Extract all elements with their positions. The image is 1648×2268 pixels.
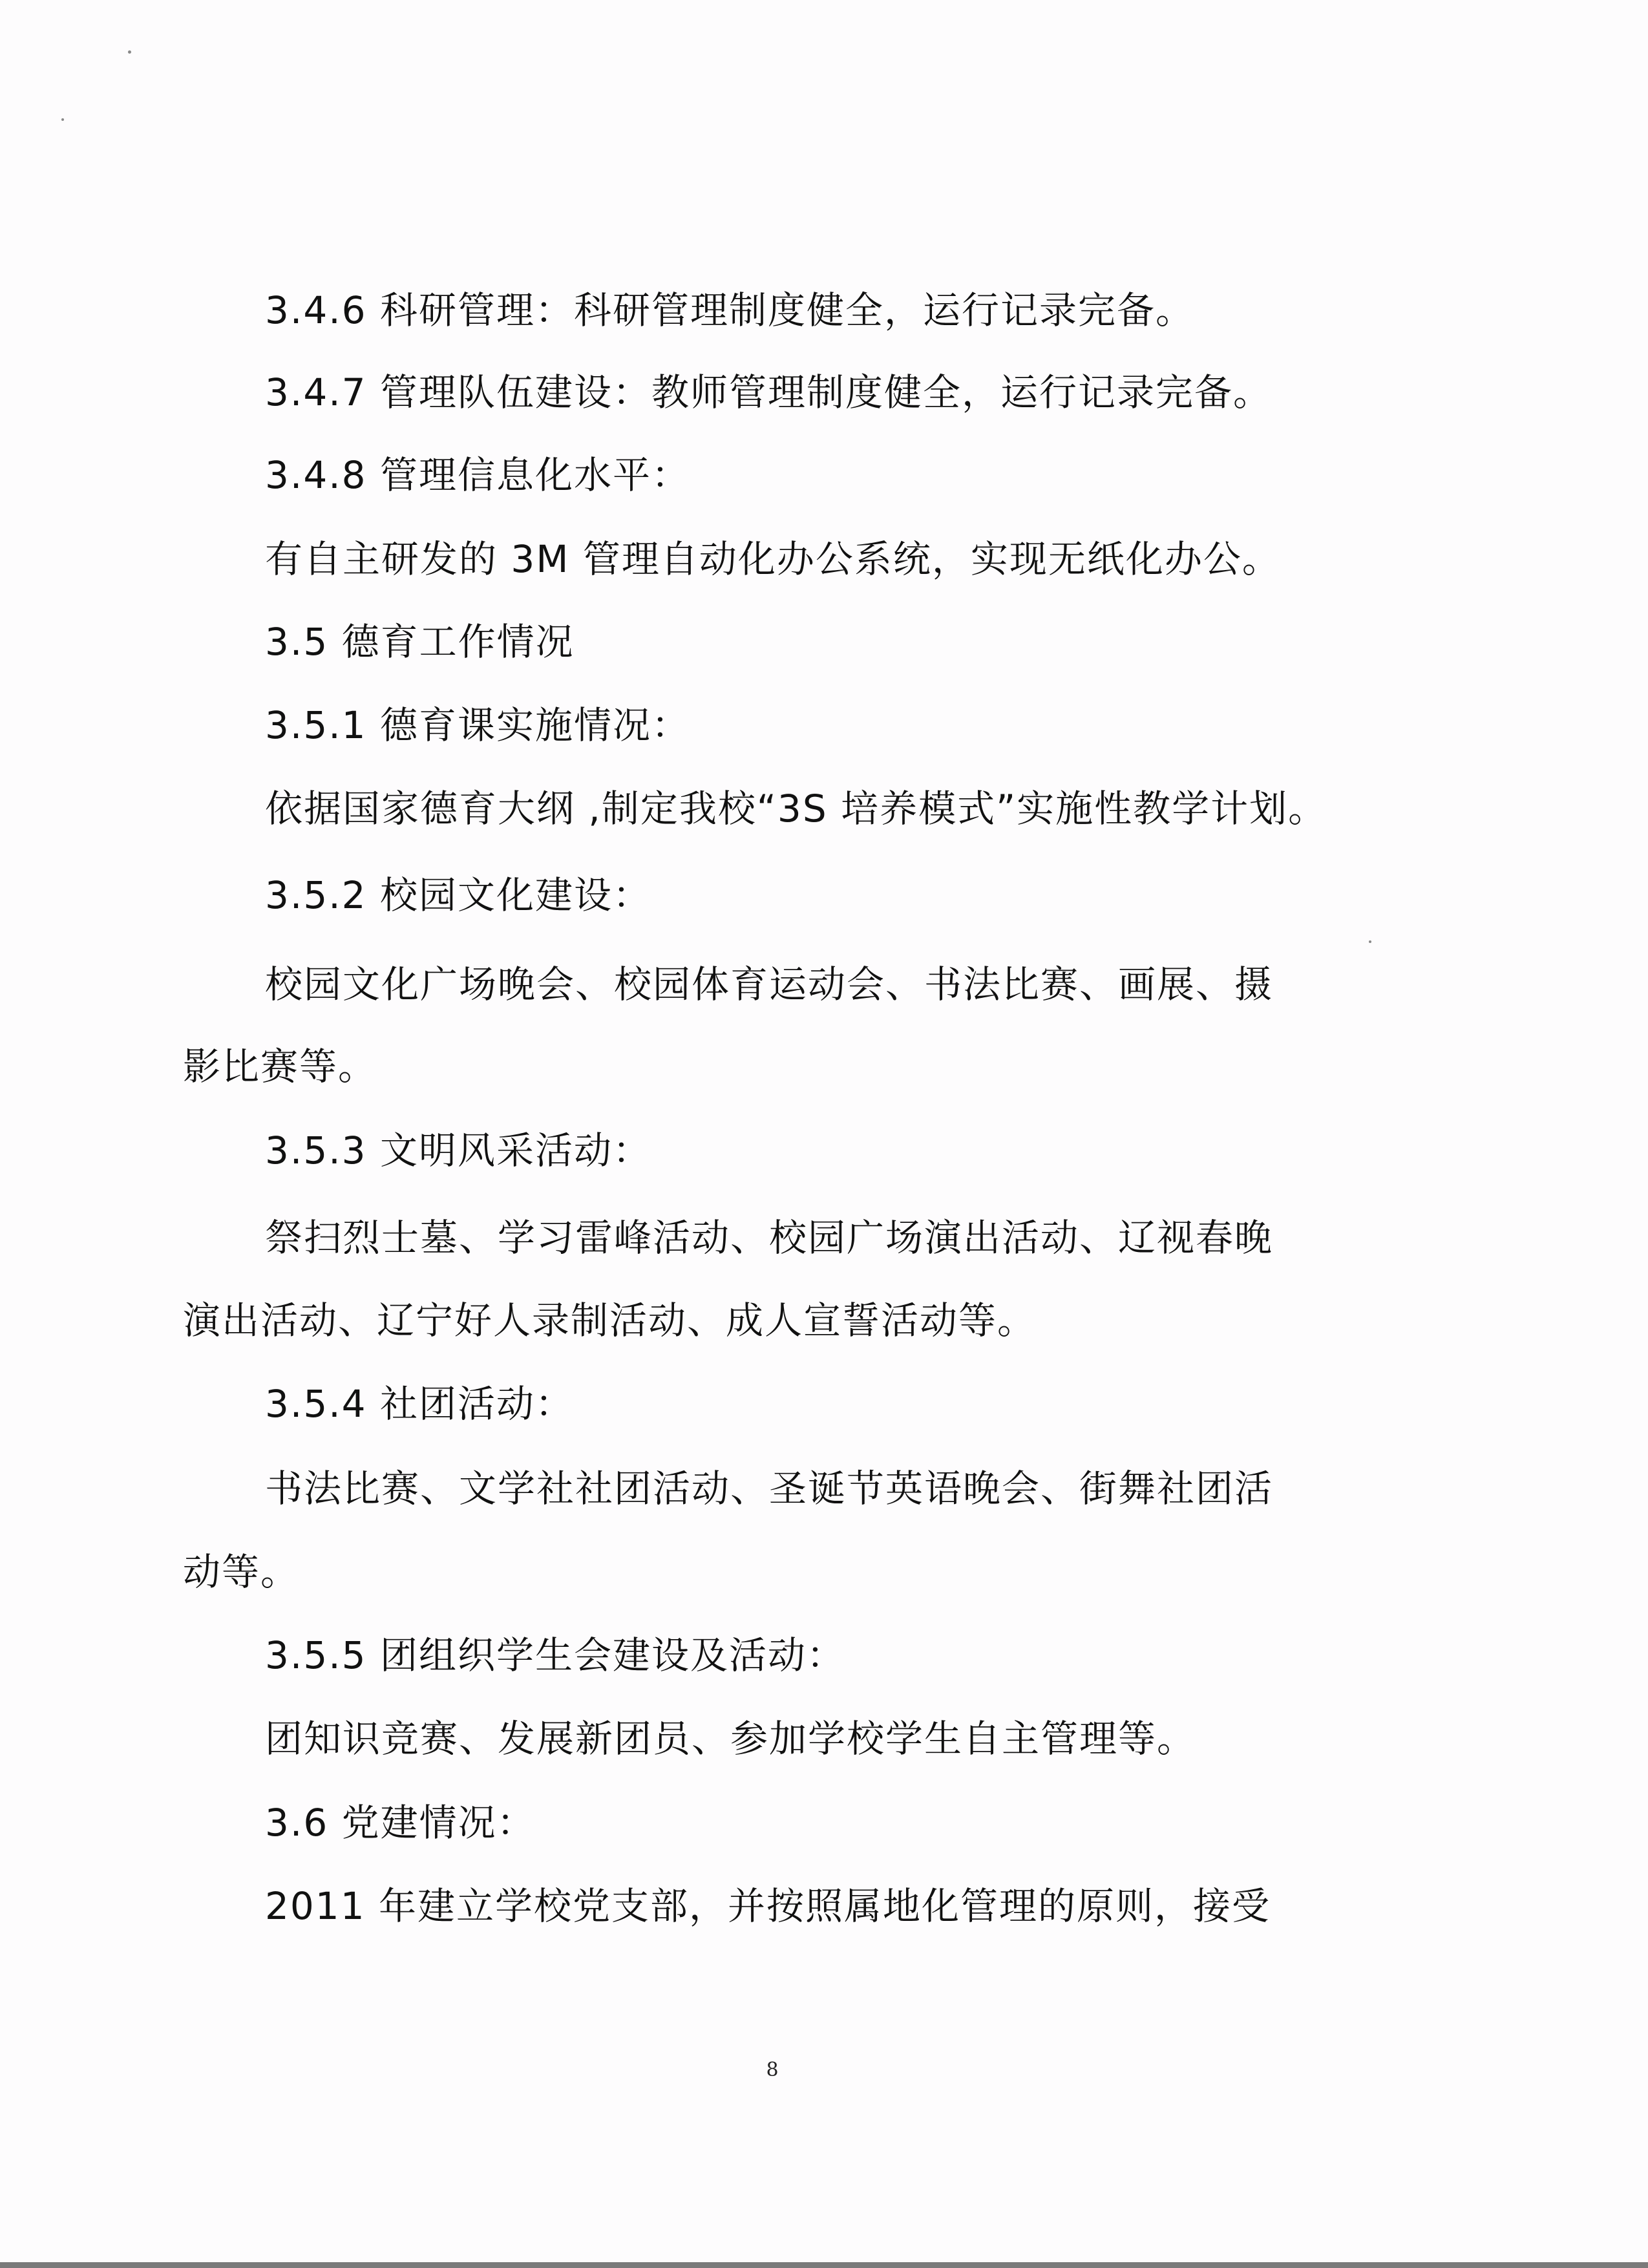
text-line-13: 演出活动、辽宁好人录制活动、成人宣誓活动等。: [183, 1298, 1037, 1342]
text-line-4: 有自主研发的 3M 管理自动化办公系统，实现无纸化办公。: [265, 537, 1281, 581]
text-line-19: 3.6 党建情况：: [265, 1801, 536, 1845]
text-line-18: 团知识竞赛、发展新团员、参加学校学生自主管理等。: [265, 1717, 1196, 1761]
text-line-5: 3.5 德育工作情况: [265, 620, 575, 664]
text-line-11: 3.5.3 文明风采活动：: [265, 1129, 652, 1172]
text-line-20: 2011 年建立学校党支部，并按照属地化管理的原则，接受: [265, 1884, 1271, 1928]
text-line-1: 3.4.6 科研管理：科研管理制度健全，运行记录完备。: [265, 288, 1195, 332]
text-line-3: 3.4.8 管理信息化水平：: [265, 453, 691, 497]
text-line-15: 书法比赛、文学社社团活动、圣诞节英语晚会、街舞社团活: [265, 1467, 1274, 1510]
scan-speck: [128, 50, 131, 54]
text-line-2: 3.4.7 管理队伍建设：教师管理制度健全，运行记录完备。: [265, 370, 1273, 414]
page-number: 8: [766, 2059, 779, 2081]
text-line-9: 校园文化广场晚会、校园体育运动会、书法比赛、画展、摄: [265, 962, 1274, 1006]
text-line-6: 3.5.1 德育课实施情况：: [265, 703, 691, 747]
text-line-14: 3.5.4 社团活动：: [265, 1382, 575, 1426]
scan-speck: [1369, 940, 1371, 943]
text-line-17: 3.5.5 团组织学生会建设及活动：: [265, 1633, 846, 1677]
text-line-10: 影比赛等。: [183, 1044, 377, 1088]
scan-speck: [61, 118, 64, 121]
text-line-8: 3.5.2 校园文化建设：: [265, 873, 652, 917]
text-line-7: 依据国家德育大纲 ,制定我校“3S 培养模式”实施性教学计划。: [265, 787, 1327, 831]
scan-bottom-edge: [0, 2262, 1648, 2268]
text-line-16: 动等。: [183, 1550, 300, 1594]
text-line-12: 祭扫烈士墓、学习雷峰活动、校园广场演出活动、辽视春晚: [265, 1216, 1274, 1260]
